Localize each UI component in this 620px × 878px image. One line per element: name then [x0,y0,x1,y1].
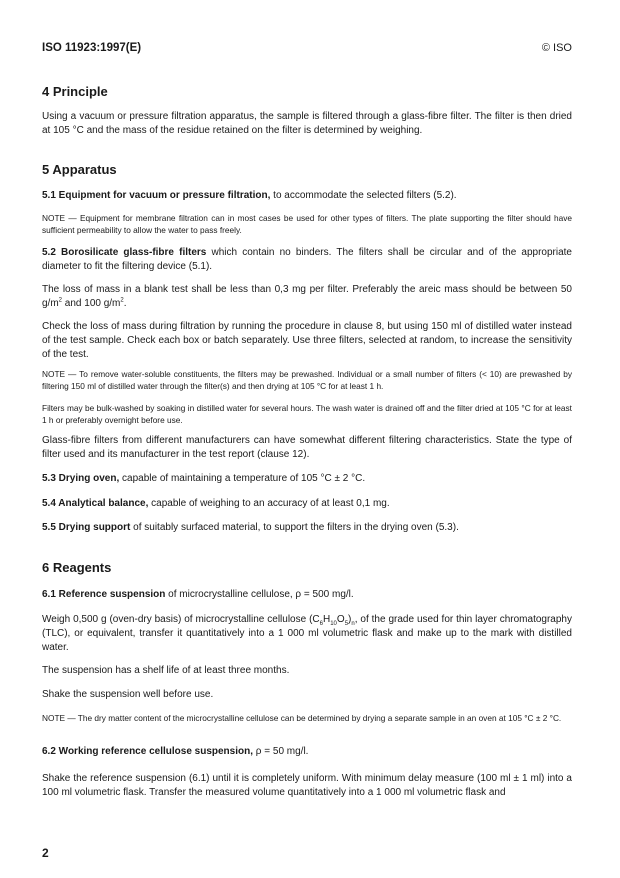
clause-5-5 [42,521,572,535]
weigh-text-a: Weigh 0,500 g (oven-dry basis) of microcrystalline cellulose (C [42,614,320,625]
formula-sub-5: 5 [344,621,349,627]
formula-h: H [322,614,331,625]
formula-sub-10: 10 [330,621,337,627]
clause-6-1 [42,588,572,602]
formula-paren: ) [348,614,352,625]
copyright-mark: © ISO [541,42,572,54]
formula-sub-n: n [351,621,355,627]
clause-5-2 [42,246,572,274]
heading-reagents: 6 Reagents [42,560,112,575]
note-bulk-wash: Filters may be bulk-washed by soaking in distilled water for several hours. The wash water is drained off and the filter dried at 105 °C for at least 1 h or preferably overnight before use. [42,403,572,425]
clause-5-3-text: capable of maintaining a temperature of 105 °C ± 2 °C. [119,473,366,484]
clause-5-4 [42,497,572,511]
loss-text-a: The loss of mass in a blank test shall be less than 0,3 mg per filter. Preferably the areic mass should be between 50 g/m [42,284,572,309]
shelf-life-paragraph: The suspension has a shelf life of at least three months. [42,665,290,676]
note-prewash: NOTE — To remove water-soluble constituents, the filters may be prewashed. Individual or a small number of filters (< 10) are prewashed by filtering 150 ml of distilled water through the filter(s) and then drying at 105 °C for at least 1 h. [42,369,572,391]
clause-5-4-title: 5.4 Analytical balance, [42,498,149,509]
glass-fibre-paragraph: Glass-fibre filters from different manufacturers can have somewhat different filtering characteristics. State the type of filter used and its manufacturer in the test report (clause 12). [42,435,572,460]
clause-5-5-text: of suitably surfaced material, to support the filters in the drying oven (5.3). [130,522,459,533]
clause-5-2-text: which contain no binders. The filters shall be circular and of the appropriate diameter to fit the filtering device (5.1). [42,247,572,272]
clause-6-2 [42,745,572,759]
reference-suspension-paragraph: Shake the reference suspension (6.1) until it is completely uniform. With minimum delay measure (100 ml ± 1 ml) into a 100 ml volumetric flask. Transfer the measured volume quantitatively into a 1 000 ml volumetric flask and [42,773,572,798]
weigh-paragraph [42,613,572,655]
principle-text: Using a vacuum or pressure filtration apparatus, the sample is filtered through a glass-fibre filter. The filter is then dried at 105 °C and the mass of the residue retained on the filter is determined by weighing. [42,111,572,136]
clause-5-1-title: 5.1 Equipment for vacuum or pressure filtration, [42,190,271,201]
check-loss-paragraph: Check the loss of mass during filtration by running the procedure in clause 8, but using 150 ml of distilled water instead of the test sample. Check each box or batch separately. Use three filters, selected at random, to increase the sensitivity of the test. [42,321,572,360]
loss-text-b: and 100 g/m [62,298,121,309]
clause-5-4-text: capable of weighing to an accuracy of at least 0,1 mg. [148,498,390,509]
note-dry-matter: NOTE — The dry matter content of the microcrystalline cellulose can be determined by drying a separate sample in an oven at 105 °C ± 2 °C. [42,713,562,723]
clause-6-2-title: 6.2 Working reference cellulose suspension, [42,746,254,757]
clause-6-2-text: ρ = 50 mg/l. [253,746,309,757]
heading-apparatus: 5 Apparatus [42,162,117,177]
clause-6-1-title: 6.1 Reference suspension [42,589,166,600]
document-id: ISO 11923:1997(E) [42,42,142,54]
formula-sub-6: 6 [319,621,323,627]
clause-5-3-title: 5.3 Drying oven, [42,473,120,484]
loss-sup-1: 2 [58,297,63,304]
clause-5-1 [42,189,572,203]
loss-sup-2: 2 [120,297,124,304]
page-number: 2 [42,846,49,860]
clause-5-5-title: 5.5 Drying support [42,522,131,533]
loss-of-mass-paragraph [42,283,572,311]
loss-text-c: . [123,298,127,309]
shake-paragraph: Shake the suspension well before use. [42,689,214,700]
clause-5-3 [42,472,572,486]
clause-5-2-title: 5.2 Borosilicate glass-fibre filters [42,247,207,258]
note-membrane-filtration: NOTE — Equipment for membrane filtration can in most cases be used for other types of filters. The plate supporting the filter should have sufficient permeability to allow the water to pass freely. [42,213,572,235]
weigh-text-b: , of the grade used for thin layer chromatography (TLC), or equivalent, transfer it quantitatively into a 1 000 ml volumetric flask and make up to the mark with distilled water. [42,614,572,653]
formula-o: O [336,614,345,625]
clause-5-1-text: to accommodate the selected filters (5.2). [270,190,457,201]
heading-principle: 4 Principle [42,84,108,99]
clause-6-1-text: of microcrystalline cellulose, ρ = 500 mg/l. [165,589,354,600]
